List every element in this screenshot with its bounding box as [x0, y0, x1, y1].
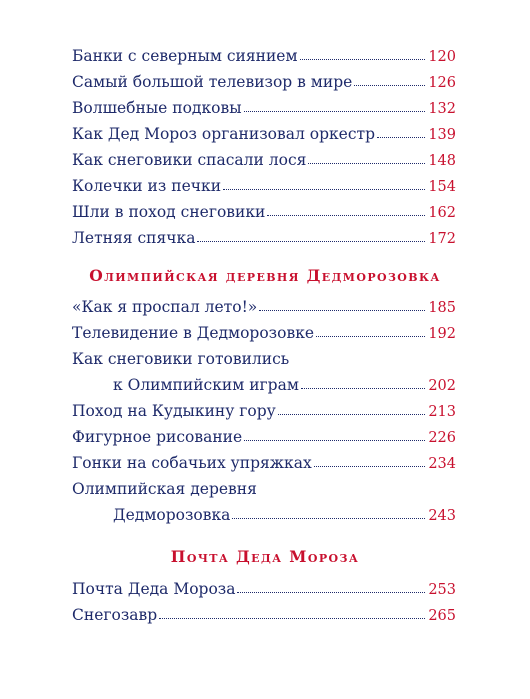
toc-entry-title: Почта Деда Мороза [72, 580, 236, 598]
toc-entry[interactable] [113, 500, 456, 524]
dot-leader [197, 240, 425, 242]
toc-entry-page: 126 [428, 75, 456, 91]
dot-leader [223, 188, 425, 190]
toc-entry-title: Дедморозовка [113, 506, 231, 524]
toc-entry-page: 162 [428, 205, 456, 221]
toc-entry-page: 148 [428, 153, 456, 169]
toc-entry-title: Снегозавр [72, 606, 158, 624]
toc-entry[interactable] [113, 370, 456, 394]
toc-entry-page: 185 [428, 300, 456, 316]
toc-entry[interactable] [72, 197, 456, 221]
toc-entry-title: Как снеговики спасали лося [72, 151, 307, 169]
toc-entry-title: Банки с северным сиянием [72, 47, 298, 65]
toc-entry-page: 202 [428, 378, 456, 394]
toc-entry[interactable] [72, 41, 456, 65]
dot-leader [278, 413, 426, 415]
dot-leader [244, 110, 426, 112]
toc-entry-page: 265 [428, 608, 456, 624]
toc-entry-page: 234 [428, 456, 456, 472]
toc-entry-title: Как снеговики готовились [72, 350, 290, 368]
toc-entry-page: 213 [428, 404, 456, 420]
toc-entry[interactable] [72, 67, 456, 91]
toc-entry-title: Волшебные подковы [72, 99, 242, 117]
toc-entry-page: 172 [428, 231, 456, 247]
toc-entry-page: 226 [428, 430, 456, 446]
toc-entry[interactable] [72, 292, 456, 316]
toc-entry-title: «Как я проспал лето!» [72, 298, 258, 316]
toc-entry[interactable] [72, 574, 456, 598]
toc-entry[interactable] [72, 600, 456, 624]
dot-leader [300, 58, 426, 60]
toc-entry-title: Летняя спячка [72, 229, 196, 247]
toc-entry-page: 253 [428, 582, 456, 598]
toc-entry-title: Шли в поход снеговики [72, 203, 266, 221]
toc-entry[interactable] [72, 223, 456, 247]
toc-entry-page: 120 [428, 49, 456, 65]
dot-leader [316, 335, 425, 337]
dot-leader [232, 517, 425, 519]
section-heading: Олимпийская деревня Дедморозовка [89, 266, 441, 285]
toc-entry-page: 192 [428, 326, 456, 342]
toc-entry[interactable] [72, 119, 456, 143]
toc-entry-title: Самый большой телевизор в мире [72, 73, 353, 91]
dot-leader [159, 617, 425, 619]
toc-entry-page: 243 [428, 508, 456, 524]
section-heading: Почта Деда Мороза [170, 547, 360, 566]
toc-entry-continued[interactable] [72, 344, 456, 368]
dot-leader [377, 136, 425, 138]
dot-leader [314, 465, 426, 467]
dot-leader [267, 214, 425, 216]
toc-entry-title: Поход на Кудыкину гору [72, 402, 276, 420]
dot-leader [244, 439, 425, 441]
toc-entry-title: Как Дед Мороз организовал оркестр [72, 125, 376, 143]
toc-entry[interactable] [72, 145, 456, 169]
toc-entry[interactable] [72, 448, 456, 472]
toc-entry-title: Фигурное рисование [72, 428, 243, 446]
toc-entry[interactable] [72, 318, 456, 342]
toc-entry-continued[interactable] [72, 474, 456, 498]
toc-entry-title: Телевидение в Дедморозовке [72, 324, 315, 342]
dot-leader [308, 162, 425, 164]
toc-entry[interactable] [72, 93, 456, 117]
toc-entry-title: Гонки на собачьих упряжках [72, 454, 312, 472]
dot-leader [354, 84, 425, 86]
toc-entry-page: 154 [428, 179, 456, 195]
toc-entry-page: 132 [428, 101, 456, 117]
toc-entry-title: Олимпийская деревня [72, 480, 257, 498]
toc-entry[interactable] [72, 171, 456, 195]
toc-entry-title: к Олимпийским играм [113, 376, 299, 394]
toc-entry-page: 139 [428, 127, 456, 143]
toc-entry-title: Колечки из печки [72, 177, 222, 195]
dot-leader [301, 387, 425, 389]
dot-leader [259, 309, 425, 311]
toc-entry[interactable] [72, 396, 456, 420]
toc-entry[interactable] [72, 422, 456, 446]
dot-leader [237, 591, 425, 593]
